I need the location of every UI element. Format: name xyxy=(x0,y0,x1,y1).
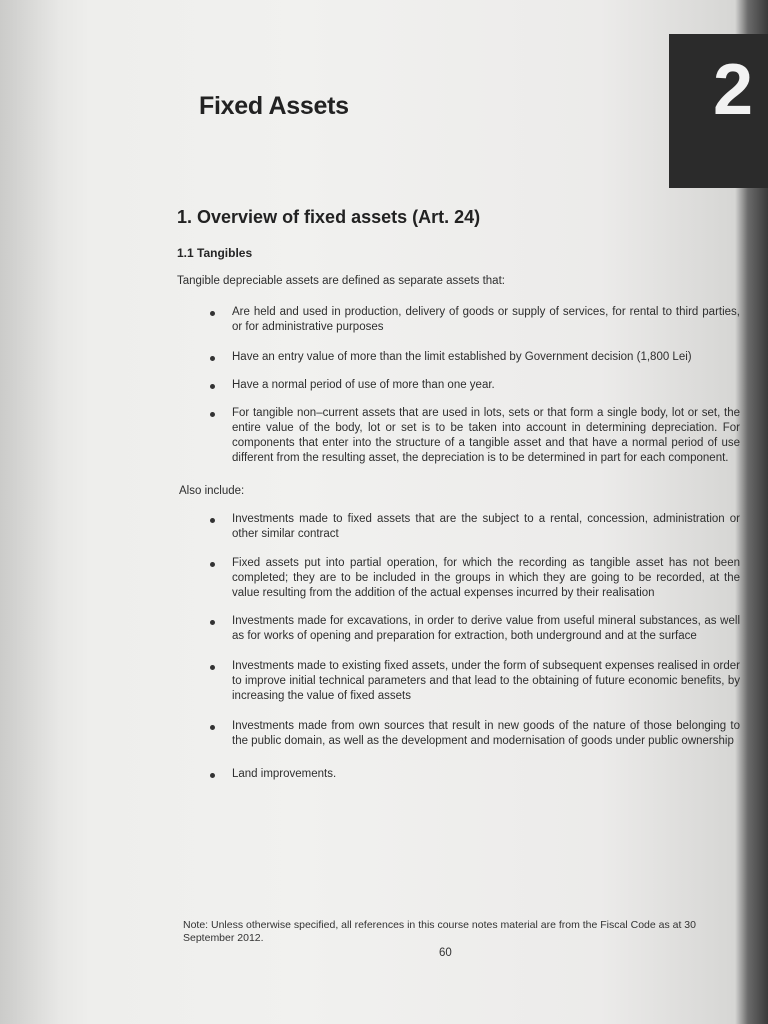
bullet-icon xyxy=(210,620,215,625)
chapter-tab xyxy=(669,34,768,188)
bullet-icon xyxy=(210,412,215,417)
bullet-icon xyxy=(210,562,215,567)
list-item-text: Fixed assets put into partial operation, for which the recording as tangible asset has not been completed; they are to be included in the groups in which they are going to be recorded, at the value resulting from the addition of the actual expenses incurred by their realisation xyxy=(232,557,740,599)
footnote: Note: Unless otherwise specified, all references in this course notes material are from the Fiscal Code as at 30 September 2012. xyxy=(183,919,696,944)
list-item xyxy=(210,512,740,544)
book-spine-shadow xyxy=(0,0,60,1024)
intro-paragraph: Tangible depreciable assets are defined as separate assets that: xyxy=(177,275,505,287)
list-item xyxy=(210,767,740,783)
bullet-icon xyxy=(210,773,215,778)
chapter-number: 2 xyxy=(713,50,754,130)
list-item xyxy=(210,719,740,751)
chapter-title: Fixed Assets xyxy=(199,92,349,120)
bullet-icon xyxy=(210,665,215,670)
also-include-label: Also include: xyxy=(179,485,245,497)
page-number: 60 xyxy=(439,947,452,959)
list-item-text: Investments made to existing fixed assets, under the form of subsequent expenses realised in order to improve initial technical parameters and that lead to the obtaining of future economic benefits, by increasing the value of fixed assets xyxy=(232,660,740,702)
list-item xyxy=(210,556,740,603)
list-item xyxy=(210,305,740,337)
list-item-text: Investments made for excavations, in order to derive value from useful mineral substances, as well as for works of opening and preparation for extraction, both underground and at the surface xyxy=(232,615,740,642)
subsection-title: 1.1 Tangibles xyxy=(177,246,253,260)
list-item-text: For tangible non–current assets that are used in lots, sets or that form a single body, lot or set, the entire value of the body, lot or set is to be taken into account in determining depreciation. For components that enter into the structure of a tangible asset and that have a normal period of use different from the resulting asset, the depreciation is to be determined in part for each component. xyxy=(232,407,740,464)
bullet-icon xyxy=(210,725,215,730)
list-item-text: Have a normal period of use of more than one year. xyxy=(232,379,495,391)
list-item xyxy=(210,406,740,468)
bullet-icon xyxy=(210,384,215,389)
bullet-icon xyxy=(210,518,215,523)
list-item-text: Investments made from own sources that result in new goods of the nature of those belonging to the public domain, as well as the development and modernisation of goods under public ownership xyxy=(232,720,740,747)
section-title: 1. Overview of fixed assets (Art. 24) xyxy=(177,207,481,227)
list-item xyxy=(210,350,740,366)
list-item-text: Are held and used in production, delivery of goods or supply of services, for rental to third parties, or for administrative purposes xyxy=(232,306,740,333)
list-item-text: Land improvements. xyxy=(232,768,337,780)
list-item-text: Investments made to fixed assets that are the subject to a rental, concession, administration or other similar contract xyxy=(232,513,740,540)
bullet-icon xyxy=(210,356,215,361)
list-item xyxy=(210,659,740,706)
list-item-text: Have an entry value of more than the limit established by Government decision (1,800 Lei) xyxy=(232,351,692,363)
list-item xyxy=(210,614,740,646)
bullet-icon xyxy=(210,311,215,316)
list-item xyxy=(210,378,740,394)
